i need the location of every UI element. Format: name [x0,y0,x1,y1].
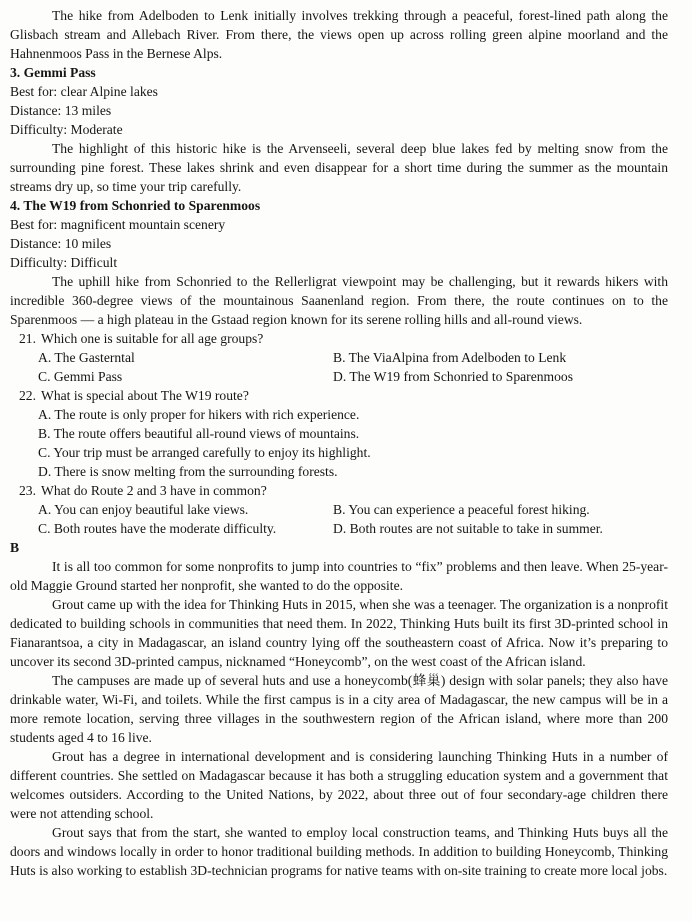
question-21-option-b: B. The ViaAlpina from Adelboden to Lenk [333,350,567,365]
question-23-options [10,500,668,538]
question-22-options [10,405,668,481]
route-3-title: 3. Gemmi Pass [10,65,96,80]
route-4-description: The uphill hike from Schonried to the Rellerligrat viewpoint may be challenging, but it rewards hikers with incredible 360-degree views of the mountainous Saanenland region. From there, the route continues on to the Sparenmoos — a high plateau in the Gstaad region known for its serene rolling hills and all-round views. [10,274,668,327]
question-23-text: What do Route 2 and 3 have in common? [41,483,267,498]
question-21-option-c: C. Gemmi Pass [38,369,123,384]
question-22-option-a: A. The route is only proper for hikers with rich experience. [38,407,360,422]
question-21-option-a: A. The Gasterntal [38,350,135,365]
route-4-distance: Distance: 10 miles [10,236,112,251]
passage-b-paragraph-4: Grout has a degree in international development and is considering launching Thinking Huts in a number of different countries. She settled on Madagascar because it has both a struggling education system and a government that welcomes outsiders. According to the United Nations, by 2022, about three out of four secondary-age children there were not attending school. [10,749,668,821]
question-23-stem [10,481,668,500]
route-4-best-for: Best for: magnificent mountain scenery [10,217,226,232]
question-22-option-d: D. There is snow melting from the surrounding forests. [38,464,338,479]
question-23-option-a: A. You can enjoy beautiful lake views. [38,502,249,517]
question-21-stem [10,329,668,348]
question-22-stem [10,386,668,405]
question-22-number: 22. [19,388,36,403]
route-3-difficulty: Difficulty: Moderate [10,122,123,137]
question-22-option-c: C. Your trip must be arranged carefully to enjoy its highlight. [38,445,371,460]
route-4-difficulty: Difficulty: Difficult [10,255,118,270]
route-4-title: 4. The W19 from Schonried to Sparenmoos [10,198,261,213]
question-21 [10,329,668,386]
passage-b-paragraph-5: Grout says that from the start, she wanted to employ local construction teams, and Thinking Huts buys all the doors and windows locally in order to honor traditional building methods. In addition to building Honeycomb, Thinking Huts is also working to establish 3D-technician programs for native teams with on-site training to create more local jobs. [10,825,668,878]
question-22 [10,386,668,481]
question-22-text: What is special about The W19 route? [41,388,249,403]
route-3-description: The highlight of this historic hike is the Arvenseeli, several deep blue lakes fed by melting snow from the surrounding pine forest. These lakes shrink and even disappear for a short time during the summer as the mountain streams dry up, so time your trip carefully. [10,141,668,194]
passage-b-section-label: B [10,540,20,555]
passage-b-paragraph-2: Grout came up with the idea for Thinking Huts in 2015, when she was a teenager. The organization is a nonprofit dedicated to building schools in communities that need them. In 2022, Thinking Huts built its first 3D-printed school in Fianarantsoa, a city in Madagascar, an island country lying off the southeastern coast of Africa. Now it’s preparing to uncover its second 3D-printed campus, nicknamed “Honeycomb”, on the west coast of the African island. [10,597,668,669]
passage-b-paragraph-1: It is all too common for some nonprofits to jump into countries to “fix” problems and then leave. When 25-year-old Maggie Ground started her nonprofit, she wanted to do the opposite. [10,559,668,593]
question-21-option-d: D. The W19 from Schonried to Sparenmoos [333,369,573,384]
question-21-number: 21. [19,331,36,346]
passage-b-paragraph-3: The campuses are made up of several huts and use a honeycomb(蜂巢) design with solar panels; they also have drinkable water, Wi-Fi, and toilets. While the first campus is in a city area of Madagascar, the new campus will be in a more remote location, serving three villages in the southwestern region of the African island, where more than 200 students aged 4 to 16 live. [10,673,668,745]
question-21-options [10,348,668,386]
passage-a-intro-paragraph: The hike from Adelboden to Lenk initially involves trekking through a peaceful, forest-lined path along the Glisbach stream and Allebach River. From there, the views open up across rolling green alpine moorland and the Hahnenmoos Pass in the Bernese Alps. [10,8,668,61]
question-23-option-c: C. Both routes have the moderate difficulty. [38,521,277,536]
question-22-option-b: B. The route offers beautiful all-round views of mountains. [38,426,360,441]
question-23 [10,481,668,538]
question-23-option-d: D. Both routes are not suitable to take in summer. [333,521,603,536]
question-21-text: Which one is suitable for all age groups? [41,331,264,346]
question-23-number: 23. [19,483,36,498]
route-3-best-for: Best for: clear Alpine lakes [10,84,158,99]
question-23-option-b: B. You can experience a peaceful forest hiking. [333,502,590,517]
route-3-distance: Distance: 13 miles [10,103,112,118]
